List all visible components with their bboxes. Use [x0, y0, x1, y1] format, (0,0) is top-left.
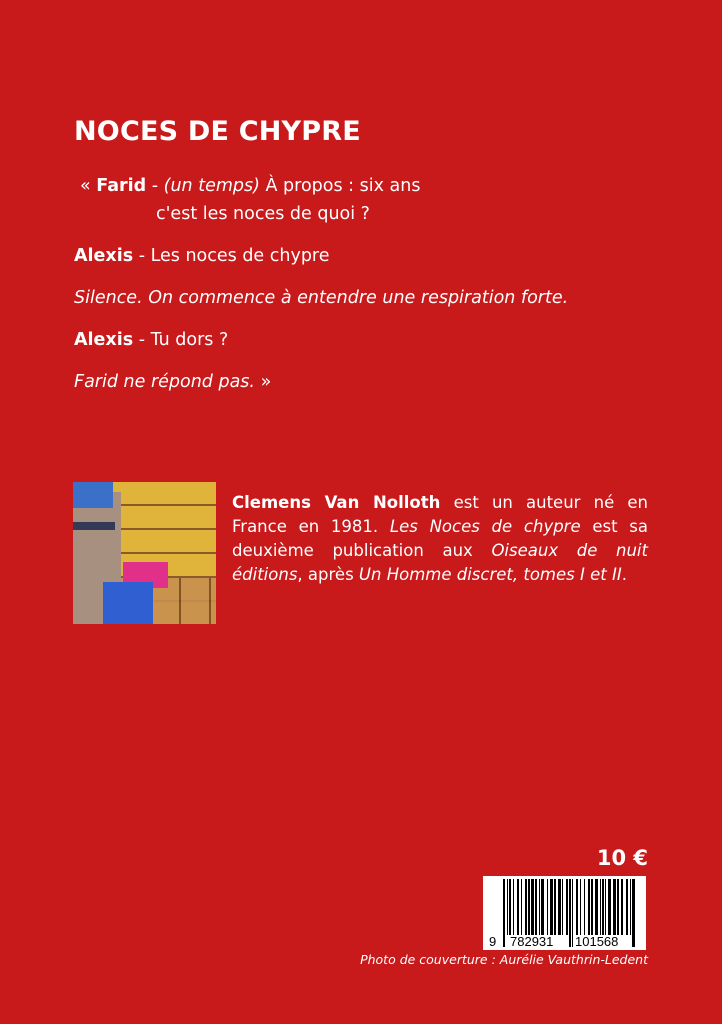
barcode-bar — [613, 879, 616, 935]
dialogue: À propos : six ans — [259, 176, 421, 196]
barcode-bar — [632, 879, 635, 947]
bio-text: . — [621, 565, 627, 584]
barcode-bar — [541, 879, 544, 935]
previous-book: Un Homme discret, tomes I et II — [358, 565, 622, 584]
barcode-right-digits: 101568 — [575, 934, 619, 949]
photo-credit: Photo de couverture : Aurélie Vauthrin-Ledent — [360, 952, 648, 967]
barcode-bar — [558, 879, 561, 935]
dash: - — [146, 176, 164, 196]
excerpt-stage-3 — [74, 372, 271, 392]
barcode-bar — [509, 879, 511, 935]
barcode-bar — [595, 879, 598, 935]
barcode-bar — [600, 879, 601, 935]
barcode-bar — [562, 879, 563, 935]
excerpt-line-3 — [74, 330, 228, 350]
excerpt-line-2 — [74, 246, 330, 266]
barcode-bar — [535, 879, 537, 935]
publisher-name: Oiseaux de nuit éditions — [232, 541, 648, 584]
barcode-bar — [621, 879, 623, 935]
barcode-bar — [507, 879, 508, 935]
barcode-bar — [513, 879, 514, 935]
barcode-bar — [572, 879, 573, 947]
barcode — [483, 876, 646, 950]
barcode-bar — [605, 879, 606, 935]
barcode-bar — [617, 879, 619, 935]
barcode-bar — [531, 879, 534, 935]
barcode-bar — [626, 879, 628, 935]
author-name: Clemens Van Nolloth — [232, 493, 441, 512]
barcode-bar — [521, 879, 522, 935]
stage-direction: (un temps) — [163, 176, 260, 196]
excerpt-line-1b: c'est les noces de quoi ? — [156, 204, 370, 224]
barcode-left-digits: 782931 — [510, 934, 554, 949]
barcode-bar — [588, 879, 590, 935]
barcode-first-digit: 9 — [489, 934, 497, 949]
barcode-bar — [576, 879, 578, 935]
barcode-bar — [539, 879, 540, 935]
barcode-bar — [517, 879, 519, 935]
barcode-bar — [569, 879, 571, 947]
bio-text: est sa deuxième publication aux — [232, 517, 649, 560]
stage-direction: Farid ne répond pas. — [74, 372, 255, 392]
close-quote: » — [255, 372, 272, 392]
barcode-bars — [483, 876, 646, 950]
author-photo — [73, 482, 216, 624]
speaker: Alexis — [74, 330, 134, 350]
bio-text: , après — [297, 565, 359, 584]
stage-direction: Silence. On commence à entendre une respiration forte. — [74, 288, 569, 308]
barcode-bar — [503, 879, 505, 947]
dialogue: - Tu dors ? — [133, 330, 229, 350]
speaker: Alexis — [74, 246, 134, 266]
excerpt-stage-2 — [74, 288, 568, 308]
bio-text: est un auteur né en France en 1981. — [232, 493, 648, 536]
author-bio — [232, 491, 648, 587]
excerpt-line-1 — [80, 176, 420, 196]
barcode-bar — [584, 879, 585, 935]
barcode-bar — [528, 879, 530, 935]
barcode-bar — [525, 879, 527, 935]
barcode-bar — [580, 879, 581, 935]
dialogue: - Les noces de chypre — [133, 246, 330, 266]
barcode-bar — [602, 879, 604, 935]
speaker: Farid — [96, 176, 147, 196]
barcode-bar — [630, 879, 631, 935]
barcode-bar — [554, 879, 556, 935]
barcode-bar — [547, 879, 548, 935]
book-title: NOCES DE CHYPRE — [74, 116, 361, 147]
open-quote: « — [80, 176, 97, 196]
book-name: Les Noces de chypre — [389, 517, 581, 536]
barcode-bar — [550, 879, 553, 935]
price: 10 € — [596, 846, 648, 870]
barcode-bar — [608, 879, 611, 935]
barcode-bar — [566, 879, 568, 935]
barcode-bar — [591, 879, 593, 935]
